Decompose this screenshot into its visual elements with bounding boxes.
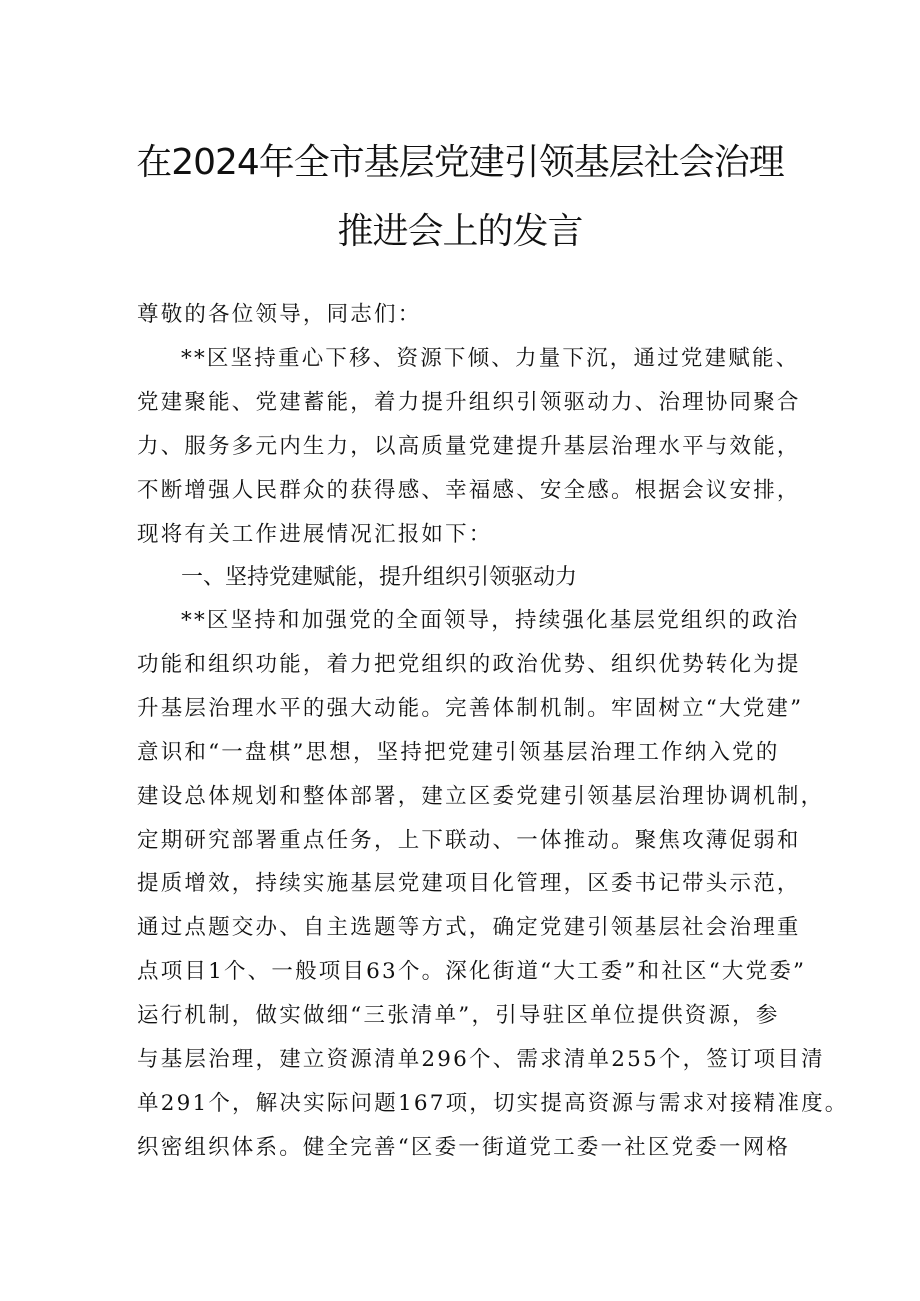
body-line: 运行机制，做实做细“三张清单”，引导驻区单位提供资源，参	[137, 1003, 780, 1028]
body-line: 定期研究部署重点任务，上下联动、一体推动。聚焦攻薄促弱和	[137, 828, 801, 853]
body-line: 功能和组织功能，着力把党组织的政治优势、组织优势转化为提	[137, 652, 801, 677]
document-title-line-1: 在2024年全市基层党建引领基层社会治理	[136, 142, 784, 183]
body-line: 党建聚能、党建蓄能，着力提升组织引领驱动力、治理协同聚合	[137, 390, 801, 415]
body-line: 建设总体规划和整体部署，建立区委党建引领基层治理协调机制，	[137, 784, 825, 809]
body-line: 通过点题交办、自主选题等方式，确定党建引领基层社会治理重	[137, 915, 801, 940]
document-title-line-2: 推进会上的发言	[337, 211, 583, 252]
body-line: 与基层治理，建立资源清单296个、需求清单255个，签订项目清	[137, 1047, 825, 1072]
body-line: 点项目1个、一般项目63个。深化街道“大工委”和社区“大党委”	[137, 959, 807, 984]
body-line: 不断增强人民群众的获得感、幸福感、安全感。根据会议安排，	[137, 478, 801, 503]
body-line: **区坚持重心下移、资源下倾、力量下沉，通过党建赋能、	[181, 346, 800, 371]
salutation: 尊敬的各位领导，同志们：	[137, 302, 422, 327]
section-heading: 一、坚持党建赋能，提升组织引领驱动力	[181, 565, 578, 590]
body-line: 单291个，解决实际问题167项，切实提高资源与需求对接精准度。	[137, 1091, 849, 1116]
body-line: **区坚持和加强党的全面领导，持续强化基层党组织的政治	[181, 608, 800, 633]
body-line: 升基层治理水平的强大动能。完善体制机制。牢固树立“大党建”	[137, 696, 804, 721]
body-line: 意识和“一盘棋”思想，坚持把党建引领基层治理工作纳入党的	[137, 740, 780, 765]
body-line: 提质增效，持续实施基层党建项目化管理，区委书记带头示范，	[137, 871, 801, 896]
body-line: 织密组织体系。健全完善“区委一街道党工委一社区党委一网格	[137, 1135, 791, 1160]
body-line: 现将有关工作进展情况汇报如下：	[137, 522, 493, 547]
body-line: 力、服务多元内生力，以高质量党建提升基层治理水平与效能，	[137, 434, 801, 459]
